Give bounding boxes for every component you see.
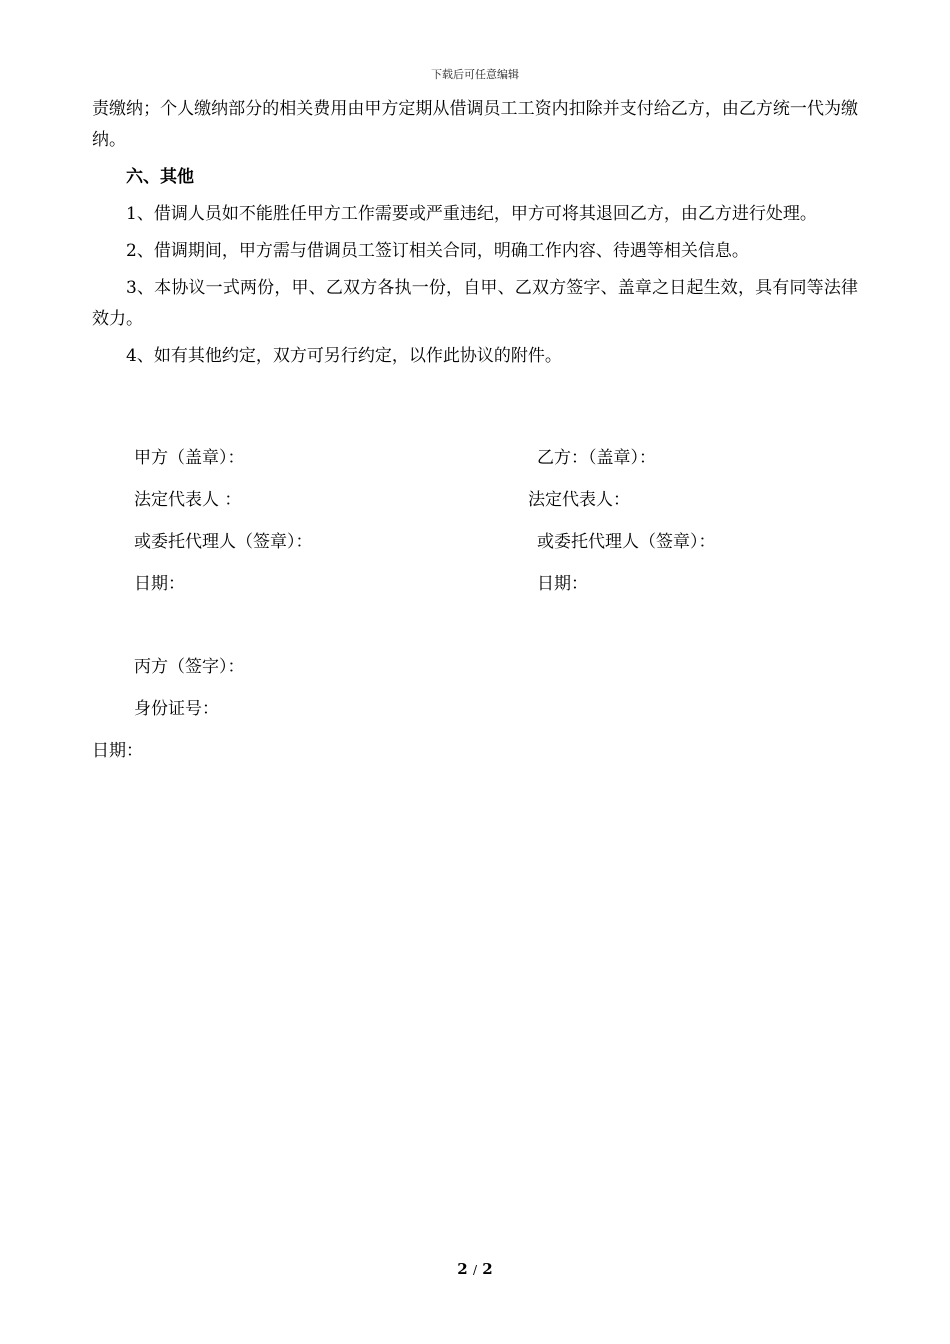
party-b-agent-label: 或委托代理人（签章）： — [537, 532, 716, 552]
clause-1: 1、借调人员如不能胜任甲方工作需要或严重违纪，甲方可将其退回乙方，由乙方进行处理。 — [126, 204, 817, 224]
page-number — [0, 1260, 950, 1278]
page-current: 2 — [457, 1260, 468, 1278]
document-body — [92, 94, 858, 378]
party-a-rep-label: 法定代表人 ： — [134, 490, 242, 510]
party-b-rep-label: 法定代表人： — [528, 490, 630, 510]
party-a-agent-label: 或委托代理人（签章）： — [134, 532, 313, 552]
party-b-seal-label: 乙方：（盖章）： — [537, 448, 656, 468]
clause-2: 2、借调期间，甲方需与借调员工签订相关合同，明确工作内容、待遇等相关信息。 — [126, 241, 749, 261]
clause-3: 3、本协议一式两份，甲、乙双方各执一份，自甲、乙双方签字、盖章之日起生效，具有同等法律效力。 — [92, 278, 858, 329]
party-c-id-label: 身份证号： — [134, 699, 219, 719]
party-c-sign-label: 丙方（签字）： — [134, 657, 245, 677]
page-header: 下载后可任意编辑 — [431, 68, 519, 81]
party-c-date-label: 日期： — [92, 741, 143, 761]
party-b-date-label: 日期： — [537, 574, 588, 594]
party-a-date-label: 日期： — [134, 574, 185, 594]
paragraph-continuation: 责缴纳；个人缴纳部分的相关费用由甲方定期从借调员工工资内扣除并支付给乙方，由乙方统一代为缴纳。 — [92, 99, 858, 150]
page-separator: / — [472, 1263, 478, 1277]
clause-4: 4、如有其他约定，双方可另行约定，以作此协议的附件。 — [126, 346, 562, 366]
section-title: 六、其他 — [126, 167, 194, 187]
party-a-seal-label: 甲方（盖章）： — [134, 448, 245, 468]
page-total: 2 — [482, 1260, 493, 1278]
